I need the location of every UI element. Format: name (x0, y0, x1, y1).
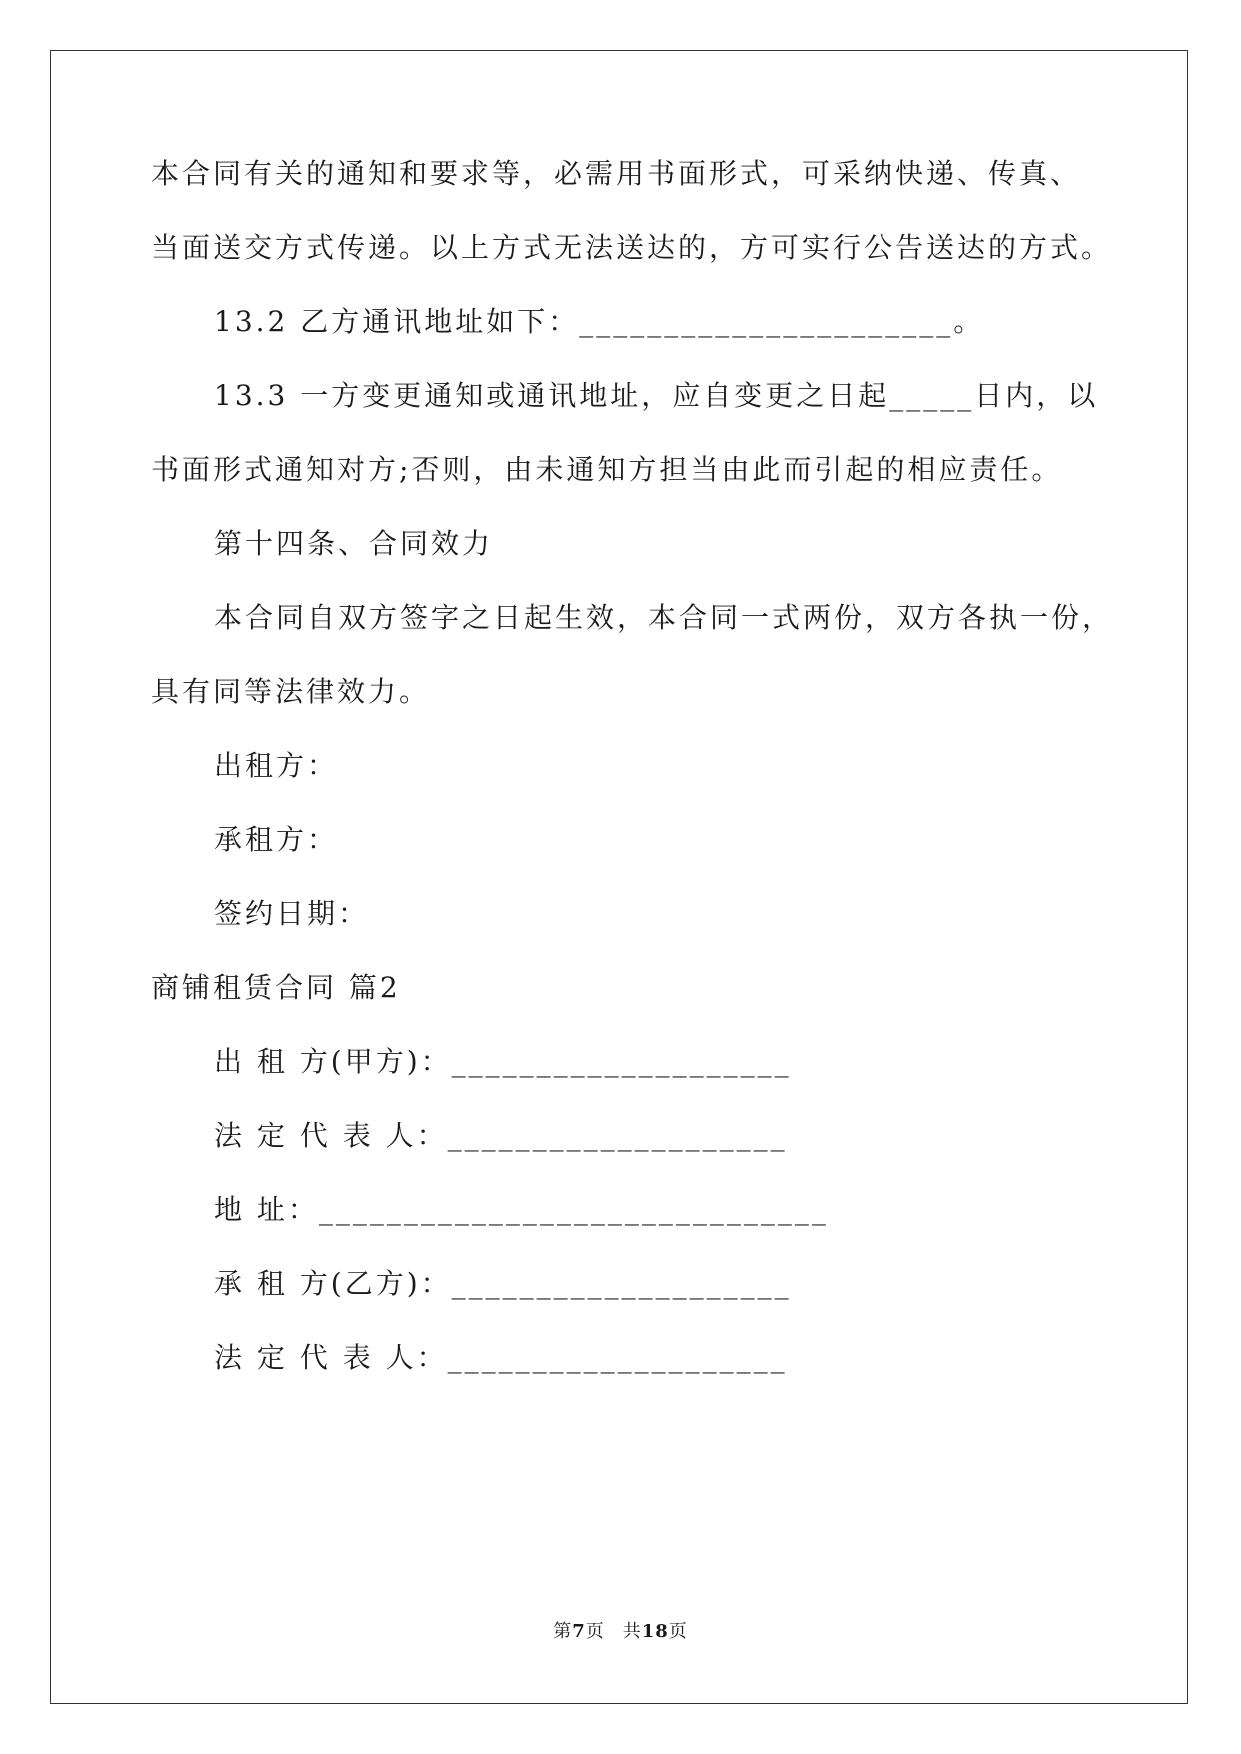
current-page-number: 7 (572, 1621, 586, 1642)
section-title: 商铺租赁合同 篇2 (151, 971, 401, 1004)
total-page-number: 18 (641, 1621, 669, 1642)
legal-representative-field: 法 定 代 表 人：____________________ (214, 1341, 788, 1374)
lessee-label: 承租方： (214, 823, 339, 856)
total-prefix: 共 (622, 1621, 642, 1642)
legal-representative-field: 法 定 代 表 人：____________________ (214, 1119, 788, 1152)
total-suffix: 页 (668, 1621, 688, 1642)
lessor-party-a-field: 出 租 方(甲方)：____________________ (214, 1045, 792, 1078)
lessee-party-b-field: 承 租 方(乙方)：____________________ (214, 1267, 792, 1300)
page-frame (50, 50, 1188, 1704)
body-text-line: 具有同等法律效力。 (151, 675, 431, 708)
page-prefix: 第 (553, 1621, 573, 1642)
clause-13-3: 13.3 一方变更通知或通讯地址，应自变更之日起_____日内，以 (214, 379, 1099, 412)
page-footer (0, 1620, 1241, 1644)
clause-13-2: 13.2 乙方通讯地址如下：______________________。 (214, 305, 985, 338)
body-text-line: 书面形式通知对方;否则，由未通知方担当由此而引起的相应责任。 (151, 453, 1063, 486)
body-text-line: 本合同有关的通知和要求等，必需用书面形式，可采纳快递、传真、 (151, 157, 1082, 190)
page-mid: 页 (585, 1621, 605, 1642)
signing-date-label: 签约日期： (214, 897, 370, 930)
body-text-line: 本合同自双方签字之日起生效，本合同一式两份，双方各执一份， (214, 601, 1114, 634)
address-field: 地 址：______________________________ (214, 1193, 829, 1226)
article-heading: 第十四条、合同效力 (214, 527, 494, 560)
body-text-line: 当面送交方式传递。以上方式无法送达的，方可实行公告送达的方式。 (151, 231, 1113, 264)
lessor-label: 出租方： (214, 749, 339, 782)
